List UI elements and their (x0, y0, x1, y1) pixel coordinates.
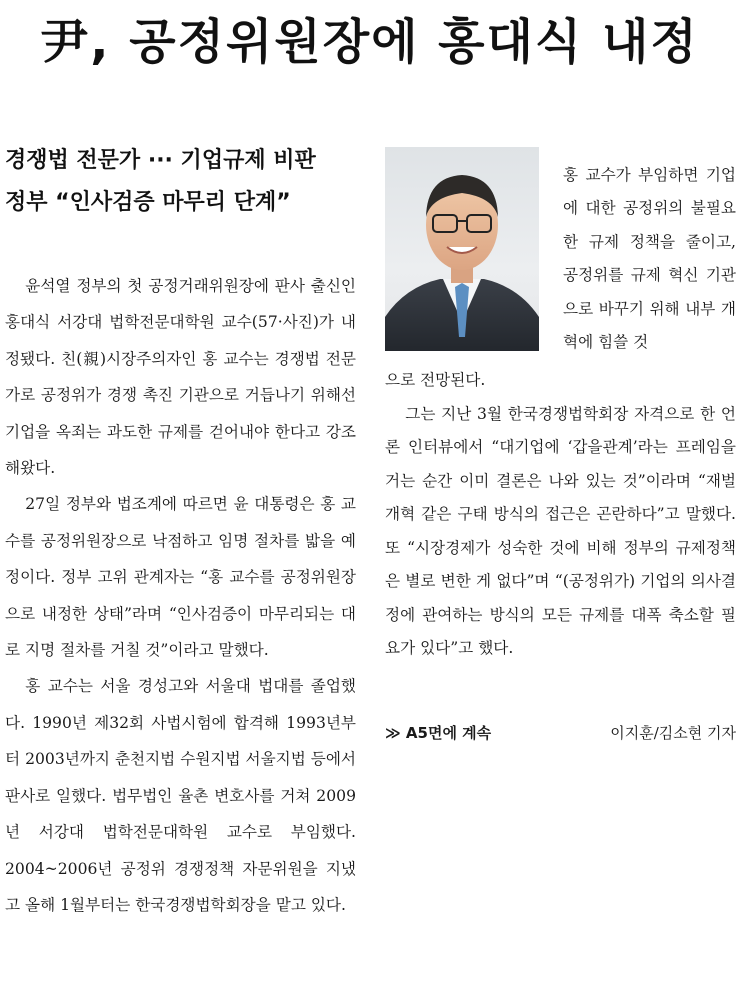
byline: 이지훈/김소현 기자 (610, 724, 736, 742)
paragraph-3: 홍 교수는 서울 경성고와 서울대 법대를 졸업했다. 1990년 제32회 사법시험에 합격해 1993년부터 2003년까지 춘천지법 수원지법 서울지법 등에서 판사로 일했다. 법무법인 율촌 변호사를 거쳐 2009년 서강대 법학전문대학원 교수로 부임했다. 2004~2006년 공정위 경쟁정책 자문위원을 지냈고 올해 1월부터는 한국경쟁법학회장을 맡고 있다. (5, 677, 356, 914)
paragraph-1: 윤석열 정부의 첫 공정거래위원장에 판사 출신인 홍대식 서강대 법학전문대학원 교수(57·사진)가 내정됐다. 친(親)시장주의자인 홍 교수는 경쟁법 전문가로 공정위가 경쟁 촉진 기관으로 거듭나기 위해선 기업을 옥죄는 과도한 규제를 걷어내야 한다고 강조해왔다. (5, 277, 356, 478)
subheadline (5, 140, 365, 224)
continued-on-link[interactable]: ≫ A5면에 계속 (385, 724, 492, 742)
article-column-left (5, 268, 356, 923)
headline: 尹, 공정위원장에 홍대식 내정 (40, 14, 699, 70)
portrait-photo-icon (385, 147, 539, 351)
article-column-right-top (563, 143, 736, 375)
portrait-photo (385, 147, 539, 351)
article-footer (385, 722, 736, 743)
paragraph-4-part-2: 으로 전망된다. (385, 371, 486, 389)
subheadline-line-2: 정부 “인사검증 마무리 단계” (5, 190, 291, 215)
paragraph-4-part-1: 홍 교수가 부임하면 기업에 대한 공정위의 불필요한 규제 정책을 줄이고, 공정위를 규제 혁신 기관으로 바꾸기 위해 내부 개혁에 힘쓸 것 (563, 165, 736, 352)
paragraph-2: 27일 정부와 법조계에 따르면 윤 대통령은 홍 교수를 공정위원장으로 낙점하고 임명 절차를 밟을 예정이다. 정부 고위 관계자는 “홍 교수를 공정위원장으로 내정한 상태”라며 “인사검증이 마무리되는 대로 지명 절차를 거칠 것”이라고 말했다. (5, 495, 356, 660)
paragraph-5: 그는 지난 3월 한국경쟁법학회장 자격으로 한 언론 인터뷰에서 “대기업에 ‘갑을관계’라는 프레임을 거는 순간 이미 결론은 나와 있는 것”이라며 “재벌개혁 같은 구태 방식의 접근은 곤란하다”고 말했다. 또 “시장경제가 성숙한 것에 비해 정부의 규제정책은 별로 변한 게 없다”며 “(공정위가) 기업의 의사결정에 관여하는 방식의 모든 규제를 대폭 축소할 필요가 있다”고 했다. (385, 404, 736, 657)
subheadline-line-1: 경쟁법 전문가 ··· 기업규제 비판 (5, 148, 316, 173)
article-column-right (385, 364, 736, 666)
